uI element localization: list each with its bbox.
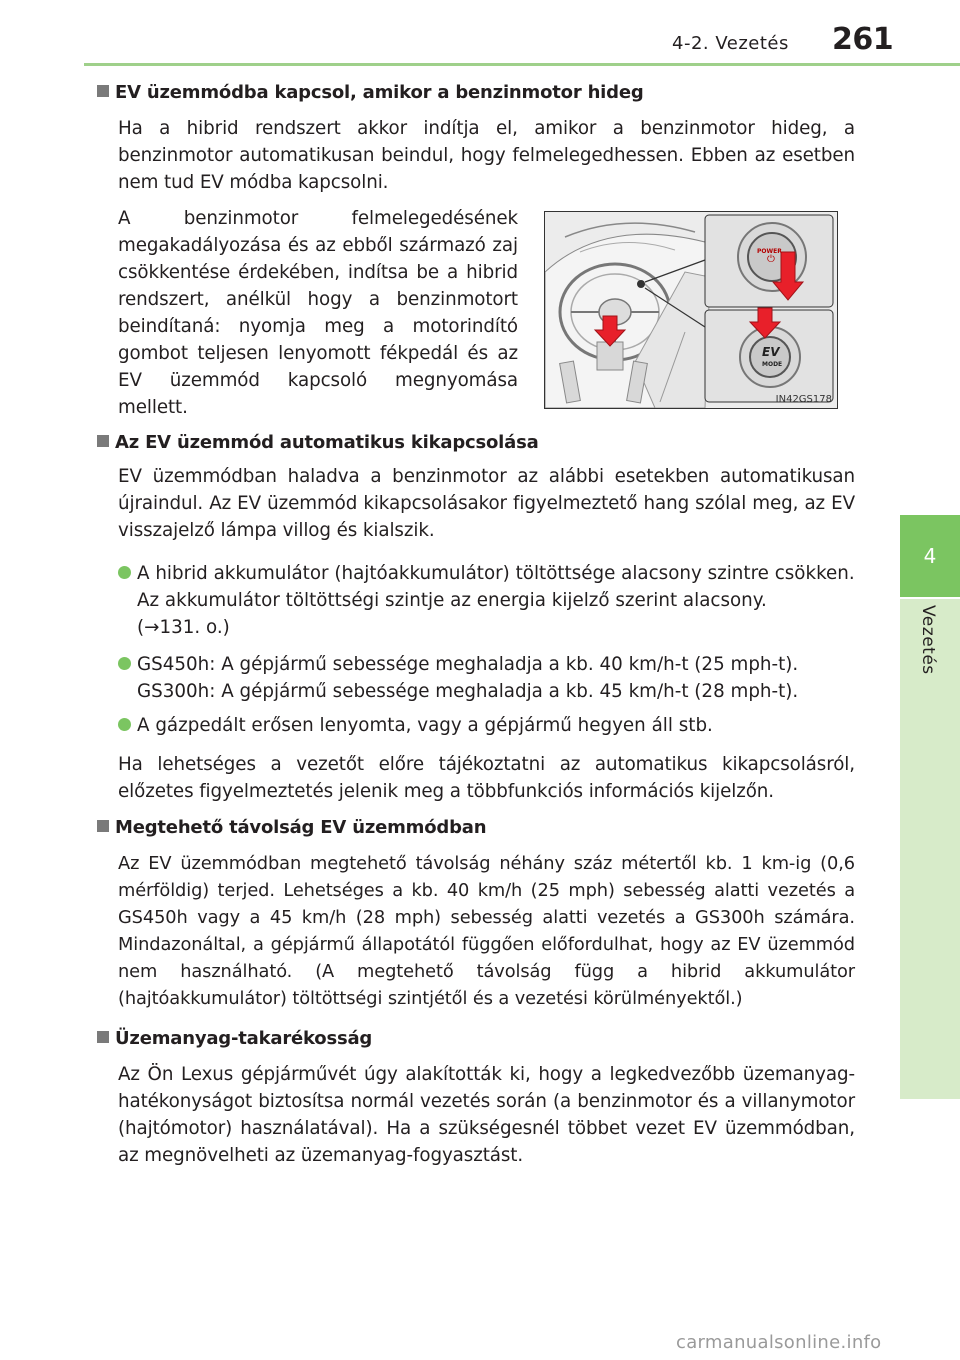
- section-heading: Megtehető távolság EV üzemmódban: [97, 817, 486, 838]
- chapter-title: Vezetés: [918, 605, 938, 675]
- ev-button-label: EV: [762, 345, 780, 359]
- section-heading: Üzemanyag-takarékosság: [97, 1028, 372, 1049]
- dashboard-illustration: [545, 212, 837, 408]
- sidebar-blank: [900, 66, 960, 513]
- side-paragraph: A benzinmotor felmelegedésének megakadályozása és az ebből származó zaj csökkentése érdekében, indítsa be a hibrid rendszert, anélkül hogy a benzinmotort beindítaná: nyomja meg a motorindító gombot teljesen lenyomott fékpedál és az EV üzemmód kapcsoló megnyomása mellett.: [118, 208, 518, 418]
- figure-code: IN42GS178: [775, 394, 832, 405]
- paragraph: Az Ön Lexus gépjárművét úgy alakították ki, hogy a legkedvezőbb üzemanyag-hatékonyságot biztosítsa normál vezetés során (a benzinmotor és a villanymotor (hajtómotor) használatával). Ha a szükségesnél többet vezet EV üzemmódban, az megnövelheti az üzemanyag-fogyasztást.: [118, 1064, 855, 1166]
- watermark: carmanualsonline.info: [676, 1332, 882, 1353]
- bullet-dot-icon: [118, 657, 131, 670]
- bullet-dot-icon: [118, 566, 131, 579]
- square-bullet-icon: [97, 435, 109, 447]
- section-heading: Az EV üzemmód automatikus kikapcsolása: [97, 432, 539, 453]
- square-bullet-icon: [97, 1031, 109, 1043]
- section-heading: EV üzemmódba kapcsol, amikor a benzinmotor hideg: [97, 82, 644, 103]
- section-title: 4-2. Vezetés: [672, 33, 789, 54]
- power-button-label: POWER: [757, 248, 782, 255]
- illustration-figure: [544, 211, 838, 409]
- power-icon: ⏻: [767, 254, 775, 265]
- list-item: GS450h: A gépjármű sebessége meghaladja a kb. 40 km/h-t (25 mph-t). GS300h: A gépjármű sebessége meghaladja a kb. 45 km/h-t (28 mph-t).: [118, 651, 855, 705]
- bullet-dot-icon: [118, 718, 131, 731]
- chapter-tab[interactable]: 4: [900, 515, 960, 597]
- paragraph: Ha a hibrid rendszert akkor indítja el, amikor a benzinmotor hideg, a benzinmotor automatikusan beindul, hogy felmelegedhessen. Ebben az esetben nem tud EV módba kapcsolni.: [118, 118, 855, 193]
- paragraph: EV üzemmódban haladva a benzinmotor az alábbi esetekben automatikusan újraindul. Az EV üzemmód kikapcsolásakor figyelmeztető hang szólal meg, az EV visszajelző lámpa villog és kialszik.: [118, 466, 855, 541]
- page-number: 261: [832, 22, 894, 57]
- ev-button-sublabel: MODE: [762, 361, 783, 368]
- paragraph: Ha lehetséges a vezetőt előre tájékoztatni az automatikus kikapcsolásról, előzetes figyelmeztetés jelenik meg a többfunkciós információs kijelzőn.: [118, 754, 855, 802]
- header-rule: [84, 63, 960, 66]
- square-bullet-icon: [97, 85, 109, 97]
- list-item: A hibrid akkumulátor (hajtóakkumulátor) töltöttsége alacsony szintre csökken. Az akkumulátor töltöttségi szintje az energia kijelző szerint alacsony. (→131. o.): [118, 560, 855, 641]
- square-bullet-icon: [97, 820, 109, 832]
- list-item: A gázpedált erősen lenyomta, vagy a gépjármű hegyen áll stb.: [118, 712, 855, 739]
- paragraph: Az EV üzemmódban megtehető távolság néhány száz métertől kb. 1 km-ig (0,6 mérföldig) terjed. Lehetséges a kb. 40 km/h (25 mph) sebesség alatti vezetés a GS450h vagy a 45 km/h (28 mph) sebesség alatti vezetés a GS300h számára. Mindazonáltal, a gépjármű állapotától függően előfordulhat, hogy az EV üzemmód nem használható. (A megtehető távolság függ a hibrid akkumulátor (hajtóakkumulátor) töltöttségi szintjétől és a vezetési körülményektől.): [118, 853, 855, 1009]
